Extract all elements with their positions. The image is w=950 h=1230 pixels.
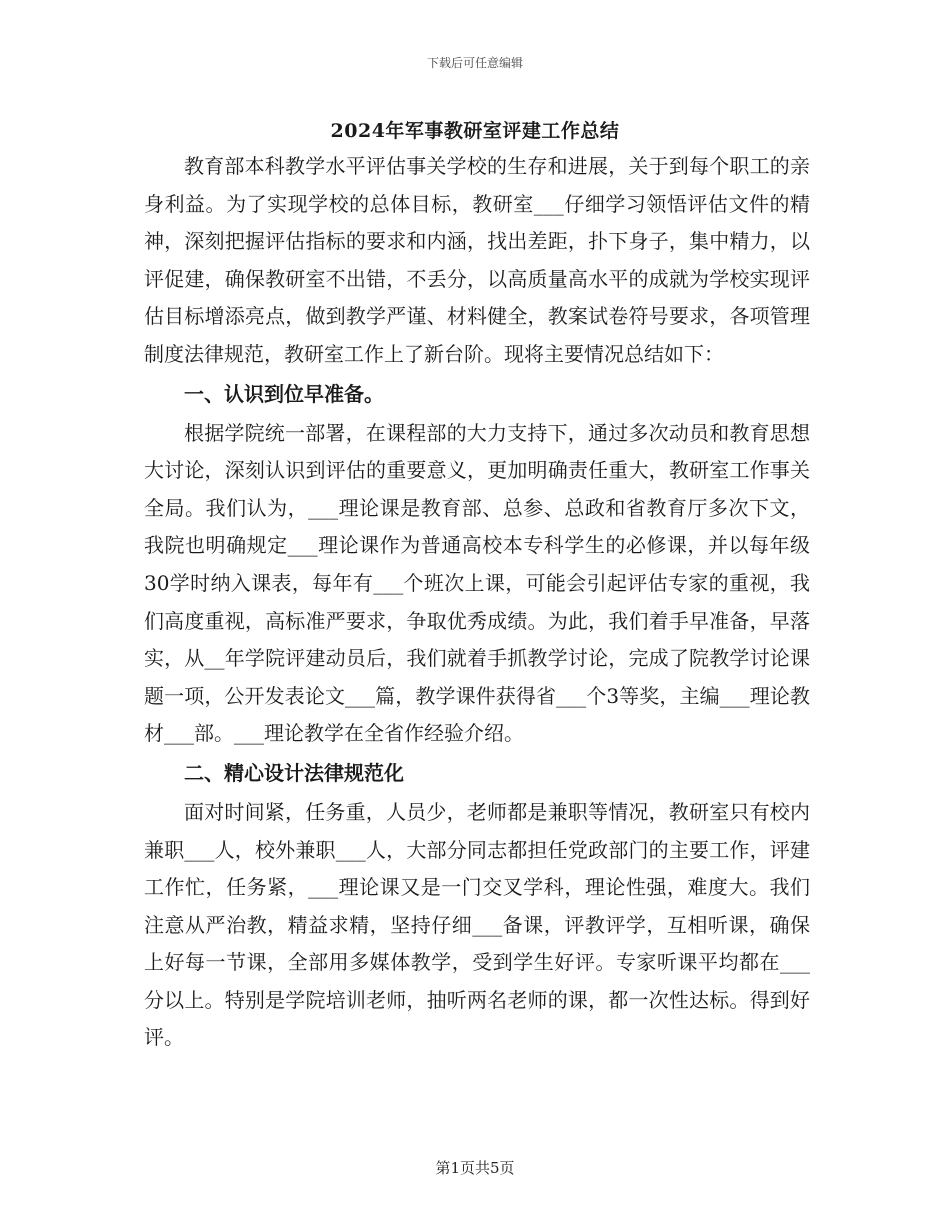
intro-paragraph: 教育部本科教学水平评估事关学校的生存和进展，关于到每个职工的亲身利益。为了实现学校的总体目标，教研室___仔细学习领悟评估文件的精神，深刻把握评估指标的要求和内涵，找出差距，扑下身子，集中精力，以评促建，确保教研室不出错，不丢分，以高质量高水平的成就为学校实现评估目标增添亮点，做到教学严谨、材料健全，教案试卷符号要求，各项管理制度法律规范，教研室工作上了新台阶。现将主要情况总结如下：: [144, 154, 810, 366]
section-1-paragraph: 根据学院统一部署，在课程部的大力支持下，通过多次动员和教育思想大讨论，深刻认识到评估的重要意义，更加明确责任重大，教研室工作事关全局。我们认为，___理论课是教育部、总参、总政和省教育厅多次下文，我院也明确规定___理论课作为普通高校本专科学生的必修课，并以每年级30学时纳入课表，每年有___个班次上课，可能会引起评估专家的重视，我们高度重视，高标准严要求，争取优秀成绩。为此，我们着手早准备，早落实，从__年学院评建动员后，我们就着手抓教学讨论，完成了院教学讨论课题一项，公开发表论文___篇，教学课件获得省___个3等奖，主编___理论教材___部。___理论教学在全省作经验介绍。: [144, 420, 810, 746]
section-2-paragraph: 面对时间紧，任务重，人员少，老师都是兼职等情况，教研室只有校内兼职___人，校外兼职___人，大部分同志都担任党政部门的主要工作，评建工作忙，任务紧，___理论课又是一门交叉学科，理论性强，难度大。我们注意从严治教，精益求精，坚持仔细___备课，评教评学，互相听课，确保上好每一节课，全部用多媒体教学，受到学生好评。专家听课平均都在___分以上。特别是学院培训老师，抽听两名老师的课，都一次性达标。得到好评。: [144, 799, 810, 1050]
document-body: [144, 148, 810, 1057]
page-number: 第1页共5页: [435, 1159, 515, 1177]
section-1-heading: 一、认识到位早准备。: [184, 381, 384, 406]
document-title: 2024年军事教研室评建工作总结: [330, 120, 620, 142]
page-header-note: 下载后可任意编辑: [426, 56, 523, 70]
section-2-heading: 二、精心设计法律规范化: [184, 760, 404, 785]
